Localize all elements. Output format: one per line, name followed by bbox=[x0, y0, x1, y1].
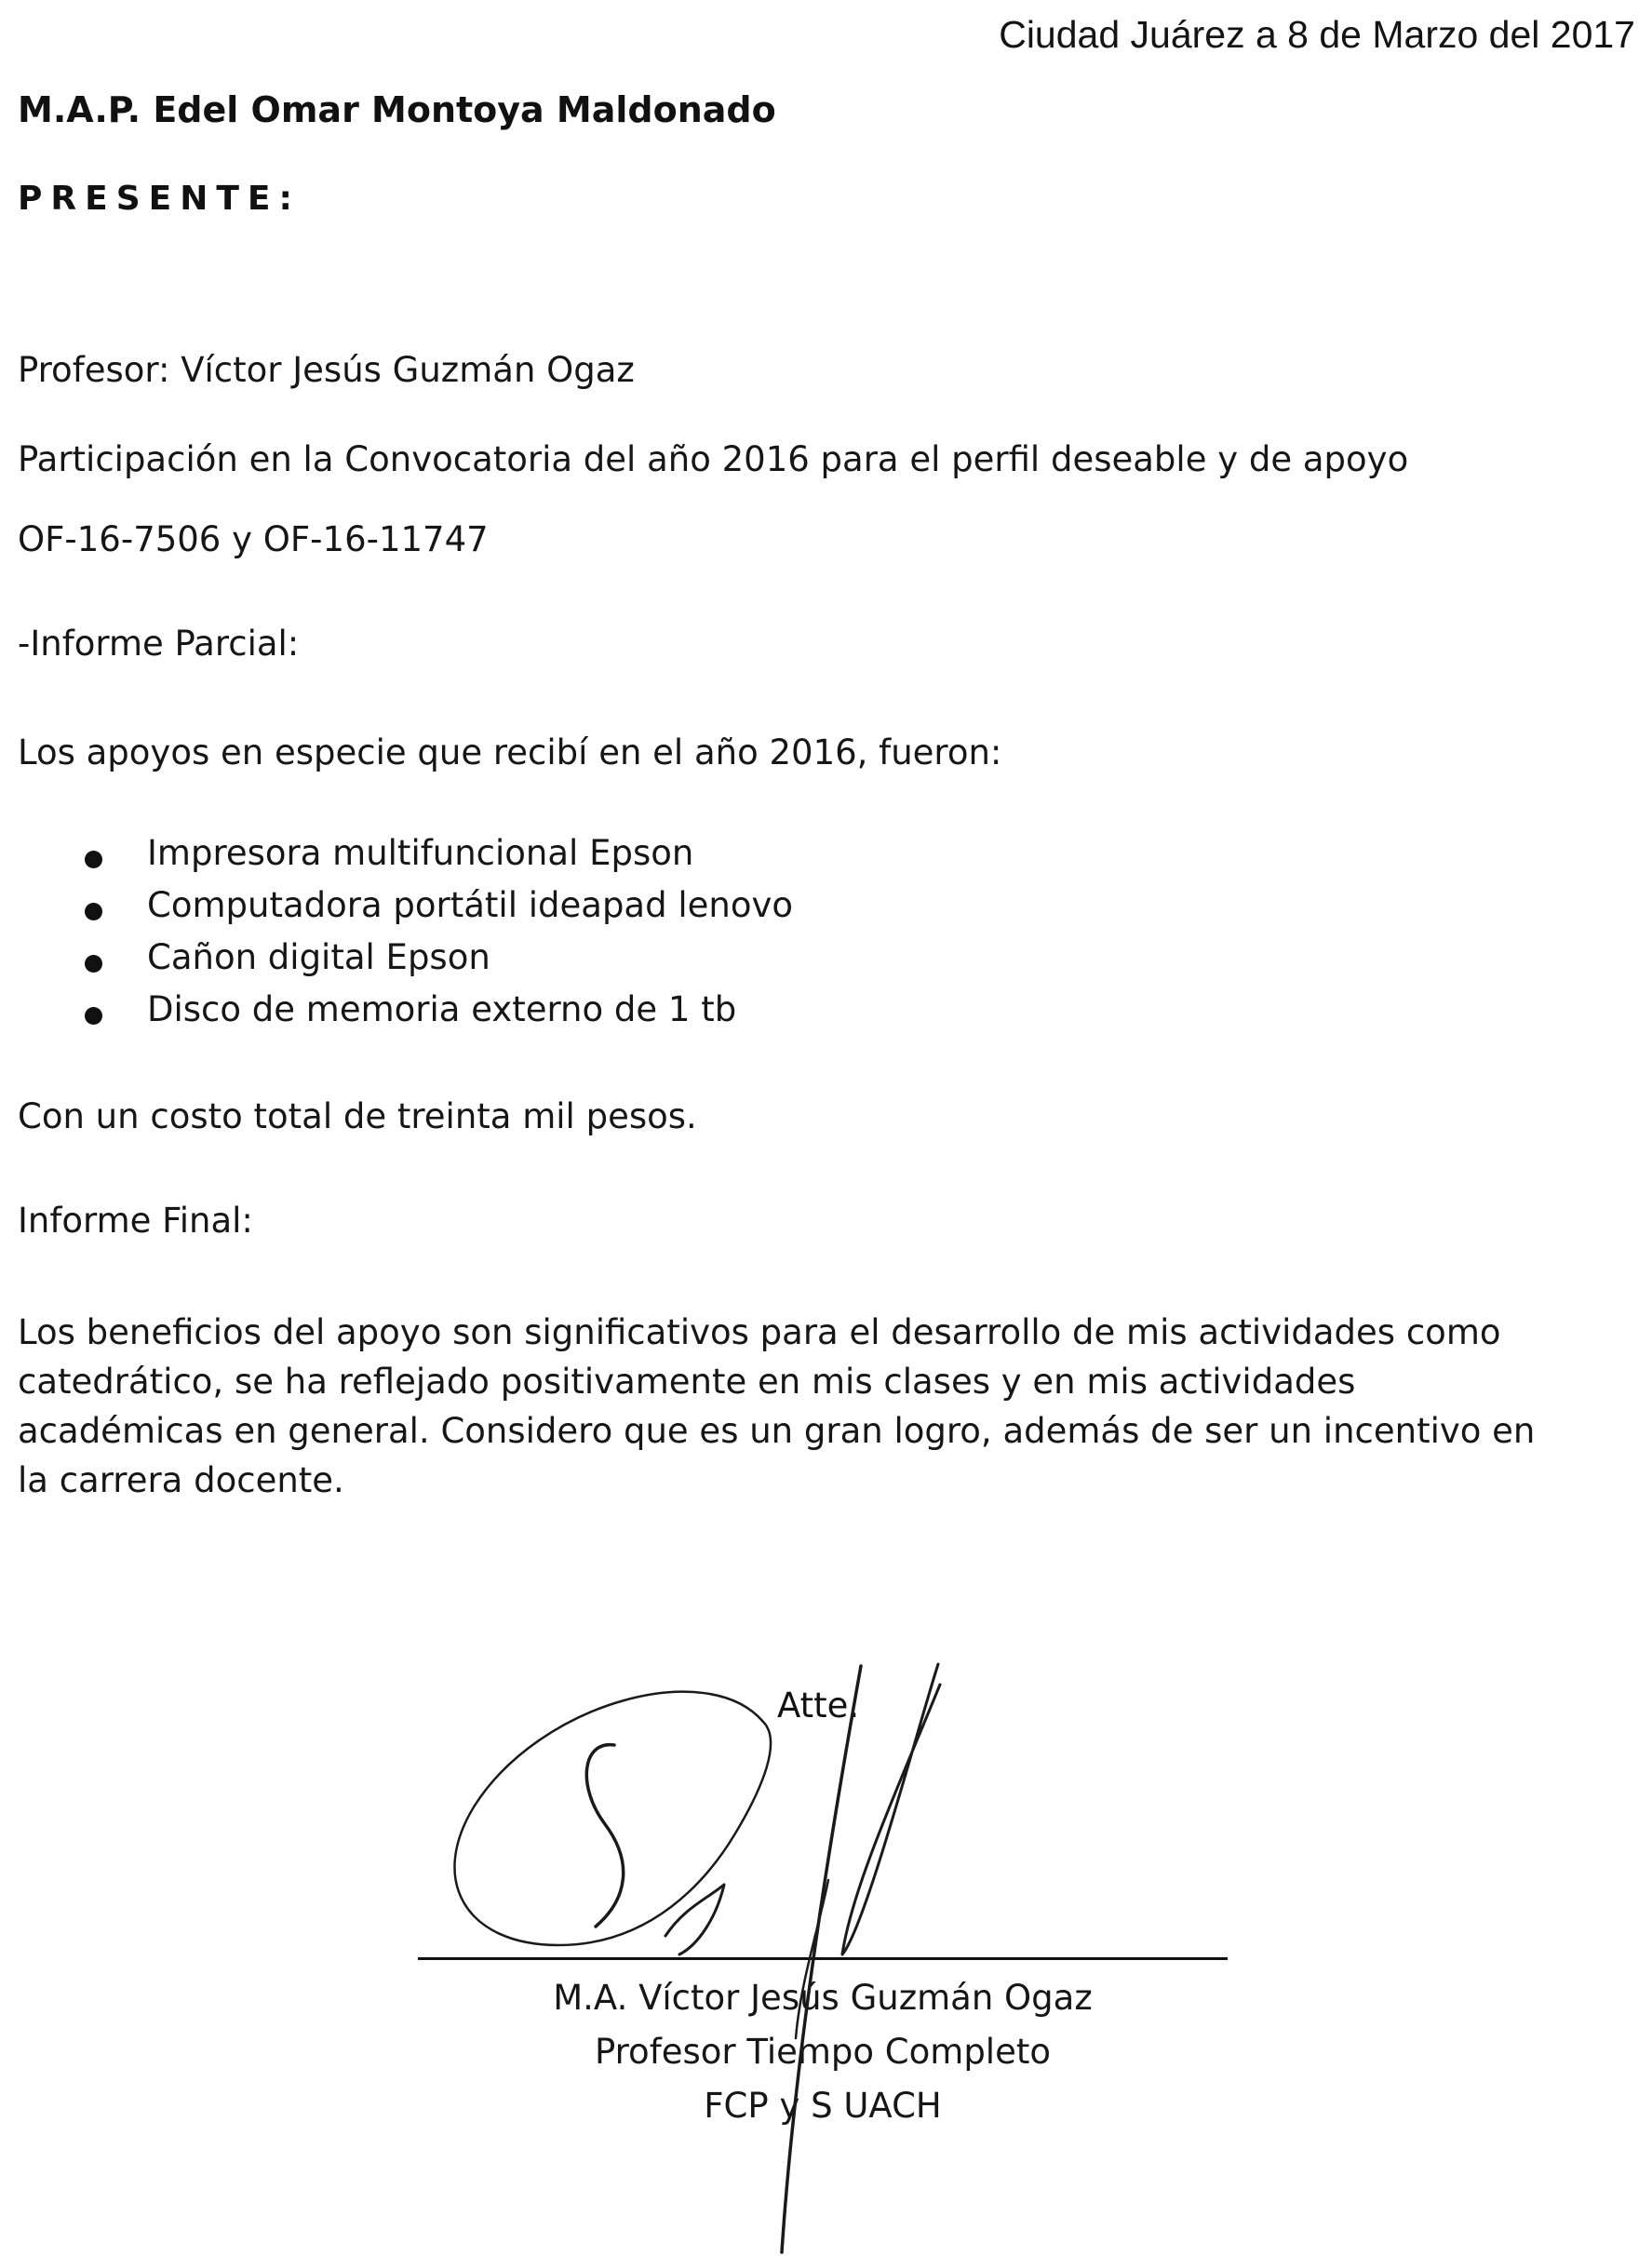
signer-position: Profesor Tiempo Completo bbox=[595, 2032, 1051, 2072]
bullet-icon bbox=[85, 851, 102, 868]
professor-line: Profesor: Víctor Jesús Guzmán Ogaz bbox=[18, 350, 635, 390]
final-report-paragraph: Los beneficios del apoyo son significativos para el desarrollo de mis actividades como catedrático, se ha reflejado positivamente en mis clases y en mis actividades académicas en general. Considero que es un gran logro, además de ser un incentivo en la carrera docente. bbox=[18, 1312, 1536, 1500]
list-item-label: Impresora multifuncional Epson bbox=[147, 833, 694, 873]
recipient-name: M.A.P. Edel Omar Montoya Maldonado bbox=[18, 89, 776, 130]
list-item bbox=[82, 833, 793, 885]
bullet-icon bbox=[85, 955, 102, 973]
list-item bbox=[82, 989, 793, 1041]
bullet-icon bbox=[85, 1007, 102, 1025]
total-cost-line: Con un costo total de treinta mil pesos. bbox=[18, 1096, 697, 1136]
final-report-heading: Informe Final: bbox=[18, 1201, 253, 1241]
signer-institution: FCP y S UACH bbox=[704, 2086, 942, 2126]
participation-line: Participación en la Convocatoria del año 2016 para el perfil deseable y de apoyo bbox=[18, 439, 1409, 479]
partial-report-heading: -Informe Parcial: bbox=[18, 624, 300, 664]
list-item-label: Cañon digital Epson bbox=[147, 937, 490, 977]
list-item bbox=[82, 885, 793, 937]
list-item-label: Disco de memoria externo de 1 tb bbox=[147, 989, 737, 1029]
signer-name: M.A. Víctor Jesús Guzmán Ogaz bbox=[553, 1978, 1093, 2018]
reference-line: OF-16-7506 y OF-16-11747 bbox=[18, 519, 489, 559]
list-item bbox=[82, 937, 793, 989]
closing-atte: Atte. bbox=[777, 1685, 860, 1726]
letter-date: Ciudad Juárez a 8 de Marzo del 2017 bbox=[999, 13, 1635, 56]
supports-intro: Los apoyos en especie que recibí en el año 2016, fueron: bbox=[18, 732, 1002, 772]
bullet-icon bbox=[85, 903, 102, 920]
presente-heading: PRESENTE: bbox=[18, 180, 301, 218]
handwritten-signature bbox=[428, 1647, 1005, 2256]
list-item-label: Computadora portátil ideapad lenovo bbox=[147, 885, 794, 925]
supports-list bbox=[82, 833, 793, 1041]
